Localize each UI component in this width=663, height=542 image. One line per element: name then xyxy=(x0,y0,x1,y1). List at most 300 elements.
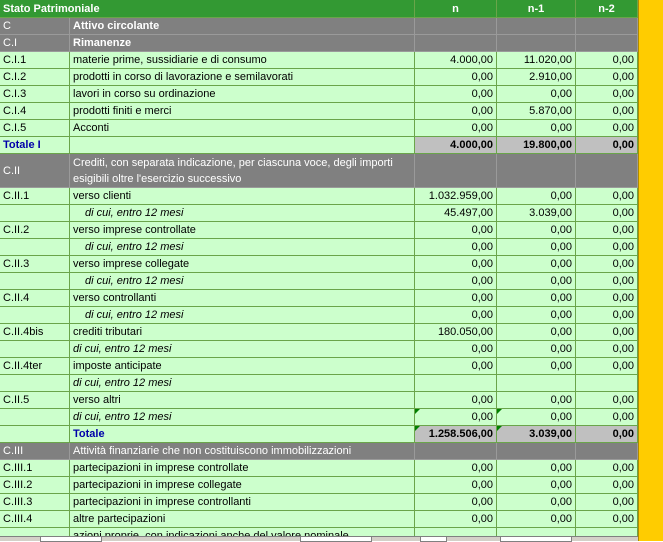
description-text: Acconti xyxy=(73,122,110,134)
description-cell[interactable] xyxy=(70,103,415,120)
table-row xyxy=(0,460,638,477)
section-row xyxy=(0,18,638,35)
code-cell[interactable] xyxy=(0,154,70,188)
value-n1-text: 0,00 xyxy=(550,224,572,236)
sheet-tab[interactable] xyxy=(300,537,372,542)
value-n2-text: 0,00 xyxy=(612,190,634,202)
value-n-text: 4.000,00 xyxy=(450,139,493,151)
code-text: C.I.5 xyxy=(3,122,27,134)
code-cell[interactable] xyxy=(0,460,70,477)
value-n-cell[interactable] xyxy=(415,52,497,69)
description-text: di cui, entro 12 mesi xyxy=(85,207,184,219)
description-text: di cui, entro 12 mesi xyxy=(85,275,184,287)
value-n1-cell[interactable] xyxy=(497,358,576,375)
description-text: di cui, entro 12 mesi xyxy=(85,309,184,321)
code-cell[interactable] xyxy=(0,239,70,256)
value-n2-cell[interactable] xyxy=(576,307,638,324)
description-text: materie prime, sussidiarie e di consumo xyxy=(73,54,267,66)
description-cell[interactable] xyxy=(70,341,415,358)
table-row xyxy=(0,239,638,256)
description-text: prodotti finiti e merci xyxy=(73,105,172,117)
value-n1-cell[interactable] xyxy=(497,205,576,222)
value-n1-text: 0,00 xyxy=(550,479,572,491)
description-text: di cui, entro 12 mesi xyxy=(73,411,172,423)
total-row xyxy=(0,426,638,443)
value-n1-cell[interactable] xyxy=(497,154,576,188)
description-cell[interactable] xyxy=(70,494,415,511)
value-n1-cell[interactable] xyxy=(497,392,576,409)
description-cell[interactable] xyxy=(70,409,415,426)
code-cell[interactable] xyxy=(0,409,70,426)
value-n2-cell[interactable] xyxy=(576,256,638,273)
code-cell[interactable] xyxy=(0,290,70,307)
value-n2-cell[interactable] xyxy=(576,375,638,392)
table-row xyxy=(0,341,638,358)
section-row xyxy=(0,443,638,460)
value-n-text: 0,00 xyxy=(471,258,493,270)
code-cell[interactable] xyxy=(0,477,70,494)
value-n-text: 0,00 xyxy=(471,479,493,491)
code-cell[interactable] xyxy=(0,120,70,137)
table-row xyxy=(0,69,638,86)
value-n-cell[interactable] xyxy=(415,307,497,324)
value-n-cell[interactable] xyxy=(415,256,497,273)
value-n1-cell[interactable] xyxy=(497,409,576,426)
code-text: C.III.1 xyxy=(3,462,33,474)
code-text: C.III xyxy=(3,445,24,457)
value-n1-cell[interactable] xyxy=(497,494,576,511)
value-n2-text: 0,00 xyxy=(612,292,634,304)
description-cell[interactable] xyxy=(70,239,415,256)
value-n-cell[interactable] xyxy=(415,239,497,256)
sheet-tab[interactable] xyxy=(500,537,572,542)
table-row xyxy=(0,103,638,120)
sheet-tabs-bar xyxy=(0,536,638,541)
value-n2-cell[interactable] xyxy=(576,103,638,120)
value-n2-cell[interactable] xyxy=(576,477,638,494)
header-n1-cell[interactable] xyxy=(497,0,576,18)
value-n1-cell[interactable] xyxy=(497,18,576,35)
value-n-cell[interactable] xyxy=(415,426,497,443)
value-n-cell[interactable] xyxy=(415,154,497,188)
code-text: Totale I xyxy=(3,139,41,151)
description-cell[interactable] xyxy=(70,120,415,137)
value-n2-text: 0,00 xyxy=(612,462,634,474)
code-cell[interactable] xyxy=(0,273,70,290)
sheet-tab[interactable] xyxy=(420,537,447,542)
description-cell[interactable] xyxy=(70,52,415,69)
code-text: C.II.2 xyxy=(3,224,30,236)
description-text: partecipazioni in imprese controllate xyxy=(73,462,249,474)
description-cell[interactable] xyxy=(70,307,415,324)
description-text: di cui, entro 12 mesi xyxy=(73,343,172,355)
description-text: crediti tributari xyxy=(73,326,143,338)
code-text: C.II xyxy=(3,164,21,177)
description-text: Attivo circolante xyxy=(73,20,160,32)
value-n1-cell[interactable] xyxy=(497,341,576,358)
value-n1-cell[interactable] xyxy=(497,511,576,528)
description-text: imposte anticipate xyxy=(73,360,162,372)
value-n1-cell[interactable] xyxy=(497,52,576,69)
value-n1-text: 0,00 xyxy=(550,411,572,423)
code-cell[interactable] xyxy=(0,392,70,409)
value-n-cell[interactable] xyxy=(415,18,497,35)
description-cell[interactable] xyxy=(70,273,415,290)
description-text: di cui, entro 12 mesi xyxy=(85,241,184,253)
description-text: Totale xyxy=(73,428,105,440)
description-text: Attività finanziarie che non costituiscono immobilizzazioni xyxy=(73,445,352,457)
value-n-text: 0,00 xyxy=(471,309,493,321)
value-n1-text: 0,00 xyxy=(550,88,572,100)
value-n1-cell[interactable] xyxy=(497,324,576,341)
value-n1-cell[interactable] xyxy=(497,460,576,477)
description-cell[interactable] xyxy=(70,69,415,86)
value-n1-cell[interactable] xyxy=(497,86,576,103)
value-n1-text: 0,00 xyxy=(550,241,572,253)
description-cell[interactable] xyxy=(70,222,415,239)
code-cell[interactable] xyxy=(0,69,70,86)
value-n1-text: 0,00 xyxy=(550,190,572,202)
value-n1-text: 0,00 xyxy=(550,326,572,338)
value-n-text: 0,00 xyxy=(471,394,493,406)
code-text: C.II.4ter xyxy=(3,360,43,372)
value-n-cell[interactable] xyxy=(415,477,497,494)
table-row xyxy=(0,273,638,290)
table-row xyxy=(0,409,638,426)
code-cell[interactable] xyxy=(0,35,70,52)
code-cell[interactable] xyxy=(0,52,70,69)
value-n1-text: 0,00 xyxy=(550,394,572,406)
description-cell[interactable] xyxy=(70,426,415,443)
description-text: partecipazioni in imprese controllanti xyxy=(73,496,251,508)
value-n1-cell[interactable] xyxy=(497,137,576,154)
value-n-text: 0,00 xyxy=(471,462,493,474)
value-n2-text: 0,00 xyxy=(612,394,634,406)
value-n1-cell[interactable] xyxy=(497,103,576,120)
header-n2-cell[interactable] xyxy=(576,0,638,18)
value-n2-cell[interactable] xyxy=(576,222,638,239)
value-n-text: 0,00 xyxy=(471,275,493,287)
total-row xyxy=(0,137,638,154)
value-n-text: 4.000,00 xyxy=(450,54,493,66)
value-n1-cell[interactable] xyxy=(497,375,576,392)
value-n2-text: 0,00 xyxy=(612,411,634,423)
value-n1-text: 19.800,00 xyxy=(523,139,572,151)
value-n-cell[interactable] xyxy=(415,35,497,52)
value-n1-cell[interactable] xyxy=(497,35,576,52)
value-n2-cell[interactable] xyxy=(576,188,638,205)
code-cell[interactable] xyxy=(0,426,70,443)
code-cell[interactable] xyxy=(0,222,70,239)
value-n2-text: 0,00 xyxy=(612,360,634,372)
value-n-cell[interactable] xyxy=(415,86,497,103)
value-n-text: 0,00 xyxy=(471,343,493,355)
value-n2-cell[interactable] xyxy=(576,86,638,103)
value-n1-text: 0,00 xyxy=(550,496,572,508)
value-n1-text: 3.039,00 xyxy=(529,207,572,219)
code-text: C.III.2 xyxy=(3,479,33,491)
value-n2-cell[interactable] xyxy=(576,290,638,307)
description-cell[interactable] xyxy=(70,86,415,103)
value-n-text: 0,00 xyxy=(471,411,493,423)
value-n-cell[interactable] xyxy=(415,188,497,205)
value-n1-text: 0,00 xyxy=(550,275,572,287)
value-n-cell[interactable] xyxy=(415,375,497,392)
code-cell[interactable] xyxy=(0,358,70,375)
table-row xyxy=(0,375,638,392)
value-n1-cell[interactable] xyxy=(497,477,576,494)
code-text: C.III.3 xyxy=(3,496,33,508)
section-row xyxy=(0,154,638,188)
value-n-cell[interactable] xyxy=(415,358,497,375)
description-text: verso controllanti xyxy=(73,292,157,304)
value-n2-cell[interactable] xyxy=(576,409,638,426)
code-cell[interactable] xyxy=(0,256,70,273)
value-n-text: 0,00 xyxy=(471,224,493,236)
value-n1-text: 0,00 xyxy=(550,122,572,134)
code-text: C.II.5 xyxy=(3,394,30,406)
value-n1-cell[interactable] xyxy=(497,290,576,307)
header-row xyxy=(0,0,638,18)
description-cell[interactable] xyxy=(70,358,415,375)
description-text: lavori in corso su ordinazione xyxy=(73,88,216,100)
value-n1-text: 0,00 xyxy=(550,292,572,304)
value-n1-cell[interactable] xyxy=(497,69,576,86)
value-n-cell[interactable] xyxy=(415,443,497,460)
value-n2-text: 0,00 xyxy=(612,326,634,338)
code-text: C.II.4bis xyxy=(3,326,44,338)
table-row xyxy=(0,392,638,409)
sheet-tab[interactable] xyxy=(40,537,102,542)
value-n-text: 1.258.506,00 xyxy=(428,428,493,440)
value-n2-text: 0,00 xyxy=(612,122,634,134)
value-n-cell[interactable] xyxy=(415,103,497,120)
code-text: C.I.3 xyxy=(3,88,27,100)
value-n1-text: 2.910,00 xyxy=(529,71,572,83)
value-n1-cell[interactable] xyxy=(497,443,576,460)
value-n-cell[interactable] xyxy=(415,511,497,528)
description-text: verso altri xyxy=(73,394,121,406)
code-cell[interactable] xyxy=(0,324,70,341)
section-row xyxy=(0,35,638,52)
value-n1-text: 0,00 xyxy=(550,309,572,321)
value-n2-cell[interactable] xyxy=(576,35,638,52)
value-n2-cell[interactable] xyxy=(576,52,638,69)
value-n2-text: 0,00 xyxy=(612,224,634,236)
description-cell[interactable] xyxy=(70,154,415,188)
value-n-cell[interactable] xyxy=(415,341,497,358)
description-cell[interactable] xyxy=(70,443,415,460)
header-label-cell[interactable] xyxy=(0,0,415,18)
table-row xyxy=(0,358,638,375)
value-n-cell[interactable] xyxy=(415,120,497,137)
description-text: prodotti in corso di lavorazione e semilavorati xyxy=(73,71,294,83)
value-n2-text: 0,00 xyxy=(612,309,634,321)
value-n-text: 0,00 xyxy=(471,71,493,83)
value-n1-cell[interactable] xyxy=(497,239,576,256)
code-cell[interactable] xyxy=(0,18,70,35)
value-n2-text: 0,00 xyxy=(612,513,634,525)
value-n1-cell[interactable] xyxy=(497,426,576,443)
value-n-cell[interactable] xyxy=(415,69,497,86)
code-text: C xyxy=(3,20,11,32)
table-row xyxy=(0,188,638,205)
value-n2-cell[interactable] xyxy=(576,324,638,341)
description-cell[interactable] xyxy=(70,188,415,205)
value-n1-text: 0,00 xyxy=(550,513,572,525)
value-n-cell[interactable] xyxy=(415,494,497,511)
code-text: C.II.4 xyxy=(3,292,30,304)
description-text: altre partecipazioni xyxy=(73,513,166,525)
value-n2-text: 0,00 xyxy=(612,479,634,491)
value-n2-cell[interactable] xyxy=(576,358,638,375)
code-text: C.I xyxy=(3,37,18,49)
table-row xyxy=(0,511,638,528)
value-n2-text: 0,00 xyxy=(612,241,634,253)
value-n2-cell[interactable] xyxy=(576,460,638,477)
value-n2-cell[interactable] xyxy=(576,137,638,154)
value-n1-cell[interactable] xyxy=(497,222,576,239)
description-cell[interactable] xyxy=(70,137,415,154)
code-cell[interactable] xyxy=(0,137,70,154)
value-n2-text: 0,00 xyxy=(612,275,634,287)
value-n-cell[interactable] xyxy=(415,137,497,154)
description-text: Rimanenze xyxy=(73,37,132,49)
value-n-cell[interactable] xyxy=(415,273,497,290)
value-n1-text: 3.039,00 xyxy=(529,428,572,440)
description-cell[interactable] xyxy=(70,324,415,341)
description-cell[interactable] xyxy=(70,375,415,392)
value-n-text: 0,00 xyxy=(471,88,493,100)
value-n2-cell[interactable] xyxy=(576,18,638,35)
value-n2-cell[interactable] xyxy=(576,341,638,358)
code-text: C.I.2 xyxy=(3,71,27,83)
value-n-cell[interactable] xyxy=(415,460,497,477)
value-n2-text: 0,00 xyxy=(612,71,634,83)
table-row xyxy=(0,205,638,222)
table-row xyxy=(0,120,638,137)
value-n-text: 0,00 xyxy=(471,241,493,253)
table-row xyxy=(0,494,638,511)
value-n2-cell[interactable] xyxy=(576,69,638,86)
description-cell[interactable] xyxy=(70,460,415,477)
table-row xyxy=(0,307,638,324)
accent-bar xyxy=(638,0,663,541)
value-n2-cell[interactable] xyxy=(576,426,638,443)
table-row xyxy=(0,86,638,103)
description-cell[interactable] xyxy=(70,18,415,35)
table-row xyxy=(0,290,638,307)
description-text: Crediti, con separata indicazione, per ciascuna voce, degli importi esigibili oltre l'esercizio successivo xyxy=(73,157,393,185)
value-n2-cell[interactable] xyxy=(576,443,638,460)
description-cell[interactable] xyxy=(70,205,415,222)
code-cell[interactable] xyxy=(0,86,70,103)
value-n2-cell[interactable] xyxy=(576,154,638,188)
value-n1-text: 0,00 xyxy=(550,462,572,474)
description-cell[interactable] xyxy=(70,290,415,307)
value-n-text: 0,00 xyxy=(471,360,493,372)
value-n2-text: 0,00 xyxy=(612,258,634,270)
header-n1: n-1 xyxy=(527,2,545,15)
value-n-text: 0,00 xyxy=(471,513,493,525)
value-n2-cell[interactable] xyxy=(576,205,638,222)
code-text: C.I.4 xyxy=(3,105,27,117)
value-n2-cell[interactable] xyxy=(576,494,638,511)
description-cell[interactable] xyxy=(70,392,415,409)
value-n-text: 1.032.959,00 xyxy=(428,190,493,202)
code-text: C.I.1 xyxy=(3,54,27,66)
table-row xyxy=(0,222,638,239)
value-n2-text: 0,00 xyxy=(612,428,634,440)
value-n-cell[interactable] xyxy=(415,324,497,341)
code-cell[interactable] xyxy=(0,511,70,528)
value-n1-text: 0,00 xyxy=(550,360,572,372)
description-cell[interactable] xyxy=(70,35,415,52)
value-n2-cell[interactable] xyxy=(576,273,638,290)
description-cell[interactable] xyxy=(70,511,415,528)
value-n-cell[interactable] xyxy=(415,290,497,307)
code-text: C.II.3 xyxy=(3,258,30,270)
value-n1-cell[interactable] xyxy=(497,256,576,273)
value-n-cell[interactable] xyxy=(415,205,497,222)
value-n2-text: 0,00 xyxy=(612,139,634,151)
description-text: verso clienti xyxy=(73,190,132,202)
code-cell[interactable] xyxy=(0,375,70,392)
value-n-cell[interactable] xyxy=(415,222,497,239)
value-n2-text: 0,00 xyxy=(612,105,634,117)
description-cell[interactable] xyxy=(70,256,415,273)
code-cell[interactable] xyxy=(0,188,70,205)
code-text: C.III.4 xyxy=(3,513,33,525)
code-text: C.II.1 xyxy=(3,190,30,202)
value-n-text: 0,00 xyxy=(471,292,493,304)
code-cell[interactable] xyxy=(0,443,70,460)
value-n2-text: 0,00 xyxy=(612,54,634,66)
code-cell[interactable] xyxy=(0,205,70,222)
code-cell[interactable] xyxy=(0,307,70,324)
value-n-text: 0,00 xyxy=(471,122,493,134)
header-n-cell[interactable] xyxy=(415,0,497,18)
code-cell[interactable] xyxy=(0,341,70,358)
value-n1-cell[interactable] xyxy=(497,273,576,290)
table-row xyxy=(0,477,638,494)
value-n-text: 45.497,00 xyxy=(444,207,493,219)
table-row xyxy=(0,324,638,341)
table-row xyxy=(0,52,638,69)
value-n2-text: 0,00 xyxy=(612,207,634,219)
value-n1-cell[interactable] xyxy=(497,188,576,205)
header-n: n xyxy=(452,2,459,15)
description-cell[interactable] xyxy=(70,477,415,494)
value-n2-cell[interactable] xyxy=(576,239,638,256)
value-n1-cell[interactable] xyxy=(497,307,576,324)
value-n2-cell[interactable] xyxy=(576,120,638,137)
code-cell[interactable] xyxy=(0,494,70,511)
table-row xyxy=(0,256,638,273)
value-n2-cell[interactable] xyxy=(576,511,638,528)
value-n-cell[interactable] xyxy=(415,392,497,409)
code-cell[interactable] xyxy=(0,103,70,120)
value-n2-cell[interactable] xyxy=(576,392,638,409)
description-text: verso imprese collegate xyxy=(73,258,190,270)
value-n1-text: 0,00 xyxy=(550,258,572,270)
value-n-cell[interactable] xyxy=(415,409,497,426)
value-n-text: 180.050,00 xyxy=(437,326,493,338)
value-n-text: 0,00 xyxy=(471,105,493,117)
value-n1-cell[interactable] xyxy=(497,120,576,137)
value-n2-text: 0,00 xyxy=(612,343,634,355)
header-n2: n-2 xyxy=(598,2,615,15)
